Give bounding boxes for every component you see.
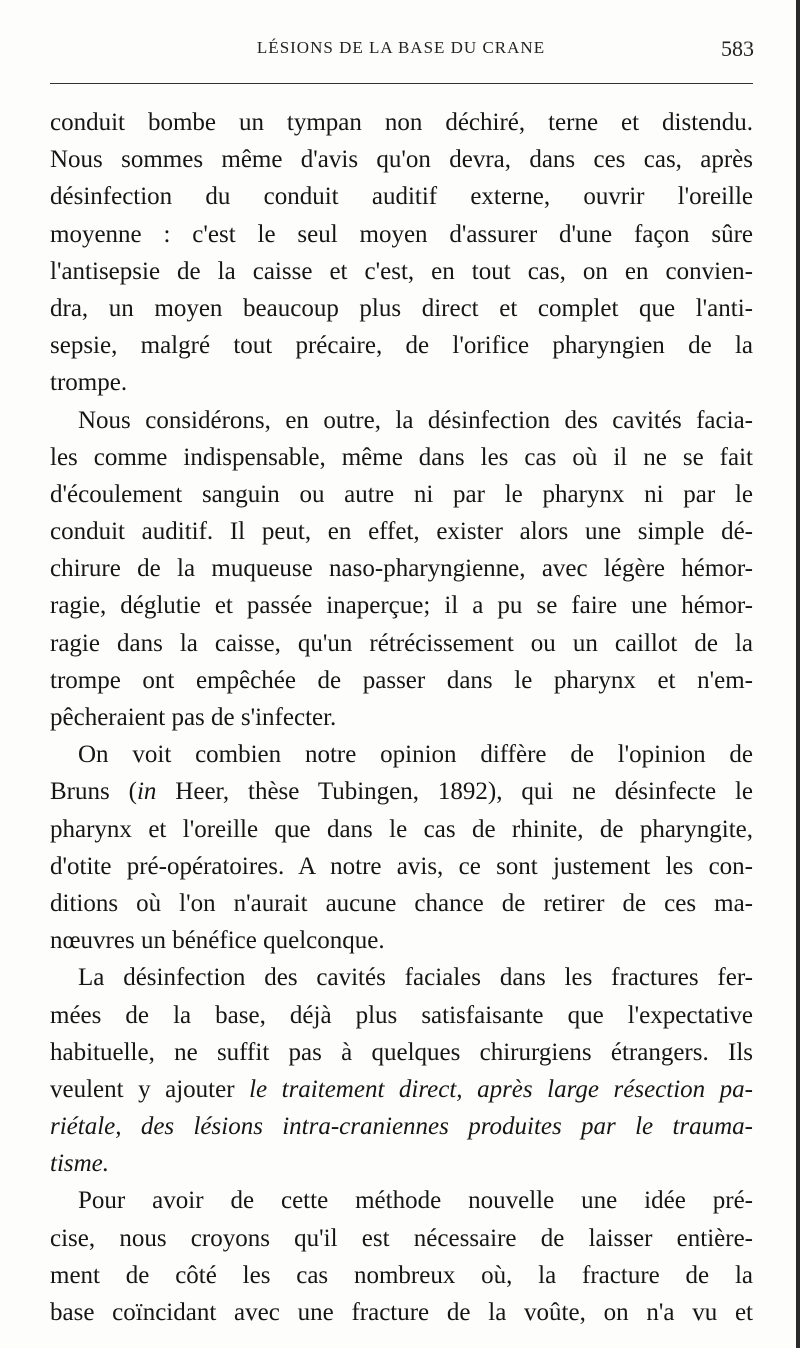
text-line: cise, nous croyons qu'il est nécessaire de laisser entière- bbox=[50, 1224, 753, 1252]
page-number: 583 bbox=[721, 36, 754, 61]
text-line: veulent y ajouter le traitement direct, après large résection pa- bbox=[50, 1075, 753, 1103]
text-line: Nous considérons, en outre, la désinfection des cavités facia- bbox=[78, 406, 753, 434]
text-line: pêcheraient pas de s'infecter. bbox=[50, 704, 337, 731]
text-line: On voit combien notre opinion diffère de l'opinion de bbox=[78, 741, 753, 769]
text-line: pharynx et l'oreille que dans le cas de rhinite, de pharyngite, bbox=[50, 815, 753, 843]
text-line: La désinfection des cavités faciales dans les fractures fer- bbox=[78, 964, 753, 992]
text-line: dra, un moyen beaucoup plus direct et complet que l'anti- bbox=[50, 294, 753, 322]
running-header bbox=[48, 38, 754, 68]
text-line: sepsie, malgré tout précaire, de l'orifice pharyngien de la bbox=[50, 332, 753, 360]
text-line: trompe ont empêchée de passer dans le pharynx et n'em- bbox=[50, 666, 753, 694]
text-line: ragie dans la caisse, qu'un rétrécissement ou un caillot de la bbox=[50, 629, 753, 657]
text-line: ment de côté les cas nombreux où, la fracture de la bbox=[50, 1261, 753, 1289]
text-line: ditions où l'on n'aurait aucune chance de retirer de ces ma- bbox=[50, 889, 753, 917]
text-line: l'antisepsie de la caisse et c'est, en tout cas, on en convien- bbox=[50, 257, 753, 285]
text-line: Nous sommes même d'avis qu'on devra, dans ces cas, après bbox=[50, 146, 753, 174]
text-line: riétale, des lésions intra-craniennes produites par le trauma- bbox=[50, 1113, 753, 1141]
text-line: d'écoulement sanguin ou autre ni par le pharynx ni par le bbox=[50, 480, 753, 508]
text-line: Bruns (in Heer, thèse Tubingen, 1892), qui ne désinfecte le bbox=[50, 778, 753, 806]
text-line: mées de la base, déjà plus satisfaisante que l'expectative bbox=[50, 1001, 753, 1029]
running-title: LÉSIONS DE LA BASE DU CRANE bbox=[256, 38, 546, 57]
text-line: nœuvres un bénéfice quelconque. bbox=[50, 927, 385, 955]
text-line: conduit auditif. Il peut, en effet, exister alors une simple dé- bbox=[50, 518, 753, 546]
page-edge-shadow bbox=[796, 0, 800, 1348]
text-line: Pour avoir de cette méthode nouvelle une idée pré- bbox=[78, 1187, 753, 1215]
text-line: ragie, déglutie et passée inaperçue; il a pu se faire une hémor- bbox=[50, 592, 753, 620]
body-text bbox=[50, 104, 753, 1331]
text-line: désinfection du conduit auditif externe, ouvrir l'oreille bbox=[50, 183, 753, 211]
text-line: tisme. bbox=[50, 1150, 110, 1178]
text-line: les comme indispensable, même dans les cas où il ne se fait bbox=[50, 443, 753, 471]
text-line: trompe. bbox=[50, 369, 128, 397]
text-line: base coïncidant avec une fracture de la voûte, on n'a vu et bbox=[50, 1299, 753, 1326]
text-line: d'otite pré-opératoires. A notre avis, ce sont justement les con- bbox=[50, 852, 753, 880]
text-line: habituelle, ne suffit pas à quelques chirurgiens étrangers. Ils bbox=[50, 1038, 753, 1066]
text-line: chirure de la muqueuse naso-pharyngienne, avec légère hémor- bbox=[50, 555, 753, 583]
header-rule bbox=[50, 83, 753, 84]
text-line: conduit bombe un tympan non déchiré, terne et distendu. bbox=[50, 109, 753, 136]
text-line: moyenne : c'est le seul moyen d'assurer d'une façon sûre bbox=[50, 220, 753, 248]
